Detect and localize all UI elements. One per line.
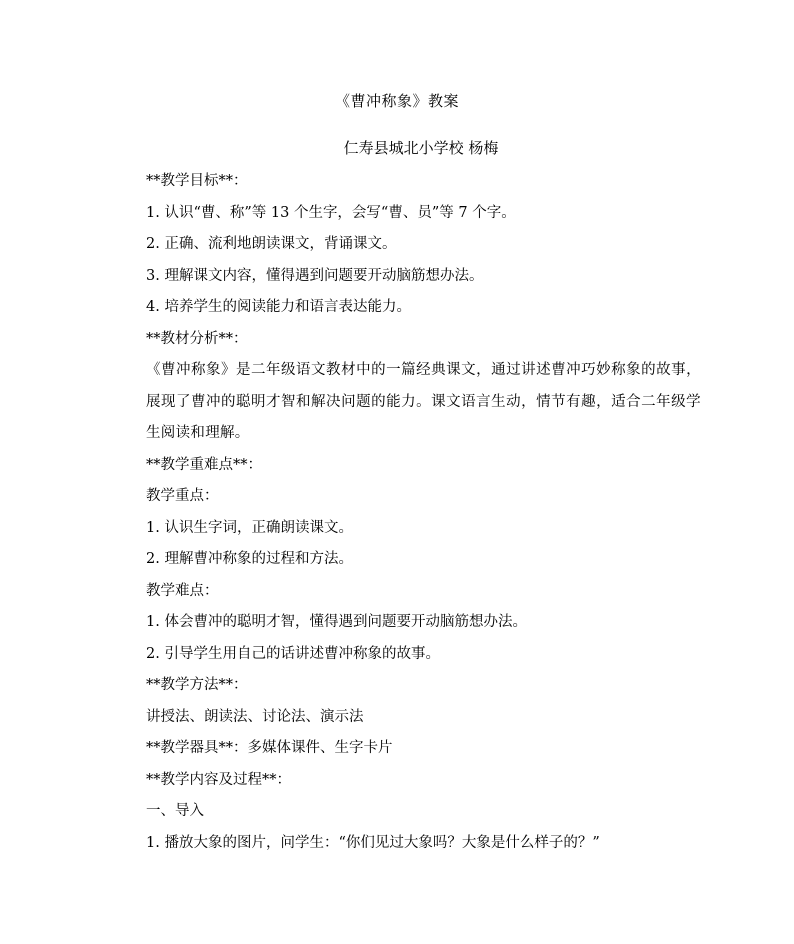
objective-item: 2. 正确、流利地朗读课文，背诵课文。: [146, 236, 397, 252]
section-heading-key-points: **教学重难点**：: [146, 456, 262, 473]
section-heading-methods: **教学方法**：: [146, 677, 248, 693]
document-title: 《曹冲称象》教案: [334, 92, 459, 110]
difficulty-item: 2. 引导学生用自己的话讲述曹冲称象的故事。: [146, 645, 440, 662]
methods-text: 讲授法、朗读法、讨论法、演示法: [146, 708, 364, 725]
process-step-item: 1. 播放大象的图片，问学生：“你们见过大象吗？大象是什么样子的？”: [146, 834, 600, 851]
document-body: [146, 166, 701, 859]
subheading-difficulties: 教学难点：: [146, 582, 219, 599]
section-heading-analysis: **教材分析**：: [146, 330, 248, 347]
process-step-heading: 一、导入: [146, 803, 204, 819]
section-heading-process: **教学内容及过程**：: [146, 771, 291, 788]
subheading-key-points: 教学重点：: [146, 488, 219, 504]
analysis-paragraph: 《曹冲称象》是二年级语文教材中的一篇经典课文，通过讲述曹冲巧妙称象的故事，展现了曹冲的聪明才智和解决问题的能力。课文语言生动，情节有趣，适合二年级学生阅读和理解。: [146, 362, 701, 441]
objective-item: 1. 认识“曹、称”等 13 个生字，会写“曹、员”等 7 个字。: [146, 204, 516, 221]
section-heading-tools: **教学器具**：多媒体课件、生字卡片: [146, 740, 393, 756]
objective-item: 4. 培养学生的阅读能力和语言表达能力。: [146, 299, 411, 315]
key-point-item: 2. 理解曹冲称象的过程和方法。: [146, 551, 353, 567]
objective-item: 3. 理解课文内容，懂得遇到问题要开动脑筋想办法。: [146, 267, 484, 284]
section-heading-objectives: **教学目标**：: [146, 173, 248, 189]
key-point-item: 1. 认识生字词，正确朗读课文。: [146, 519, 353, 536]
difficulty-item: 1. 体会曹冲的聪明才智，懂得遇到问题要开动脑筋想办法。: [146, 614, 527, 630]
document-author: 仁寿县城北小学校 杨梅: [343, 139, 499, 157]
